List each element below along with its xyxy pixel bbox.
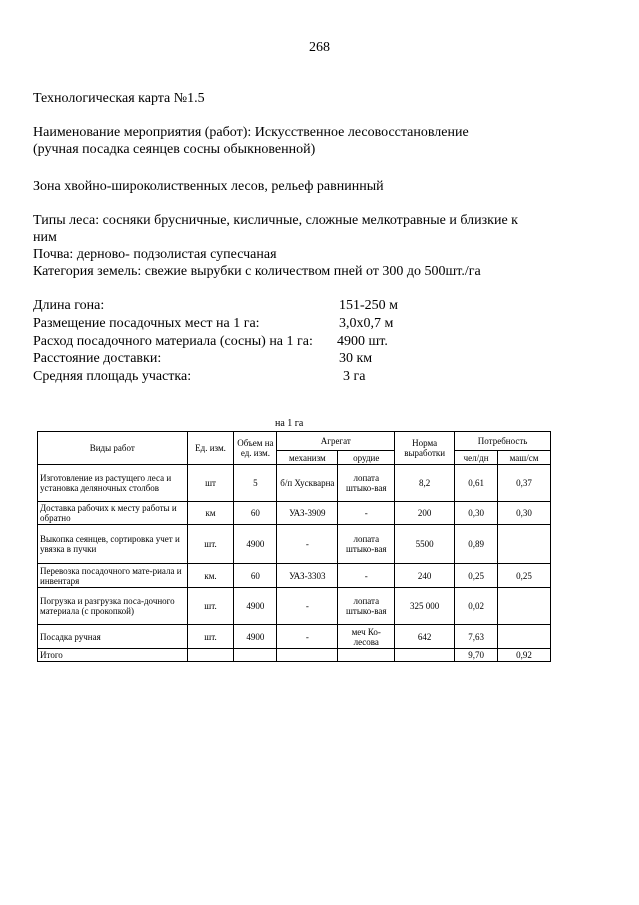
cell-work: Погрузка и разгрузка поса-дочного материала (с прокопкой) [38,588,188,625]
empty-cell [187,649,234,662]
table-row [38,465,551,502]
cell-unit: шт. [187,525,234,564]
cell-norm: 8,2 [395,465,455,502]
cell-tool: - [338,502,395,525]
cell-man-days: 0,30 [455,502,498,525]
cell-machine-shifts [498,625,551,649]
empty-cell [395,649,455,662]
table-row [38,564,551,588]
cell-mechanism: б/п Хускварна [277,465,338,502]
soil-line: Почва: дерново- подзолистая супесчаная [33,247,277,262]
param-value: 30 км [339,351,373,366]
cell-unit: км [187,502,234,525]
measure-line-1: Наименование мероприятия (работ): Искусственное лесовосстановление [33,125,469,140]
cell-norm: 642 [395,625,455,649]
cell-tool: лопата штыко-вая [338,465,395,502]
cell-work: Изготовление из растущего леса и установка деляночных столбов [38,465,188,502]
cell-mechanism: - [277,588,338,625]
cell-mechanism: - [277,525,338,564]
cell-machine-shifts: 0,37 [498,465,551,502]
header-norm: Норма выработки [395,432,455,465]
table-caption: на 1 га [275,418,304,429]
empty-cell [277,649,338,662]
header-tool: орудие [338,451,395,465]
param-label: Расстояние доставки: [33,351,162,366]
param-label: Размещение посадочных мест на 1 га: [33,316,260,331]
empty-cell [338,649,395,662]
forest-types-line-2: ним [33,230,57,245]
cell-unit: км. [187,564,234,588]
header-machine-shifts: маш/см [498,451,551,465]
param-row [33,315,394,332]
table-row [38,525,551,564]
cell-norm: 200 [395,502,455,525]
cell-unit: шт [187,465,234,502]
header-aggregate: Агрегат [277,432,395,451]
total-row [38,649,551,662]
cell-tool: лопата штыко-вая [338,525,395,564]
header-need: Потребность [455,432,551,451]
cell-norm: 240 [395,564,455,588]
cell-work: Посадка ручная [38,625,188,649]
cell-mechanism: УАЗ-3303 [277,564,338,588]
cell-mechanism: УАЗ-3909 [277,502,338,525]
cell-unit: шт. [187,588,234,625]
param-value: 4900 шт. [337,334,388,349]
empty-cell [234,649,277,662]
cell-man-days: 0,25 [455,564,498,588]
cell-man-days: 0,02 [455,588,498,625]
cell-volume: 4900 [234,588,277,625]
header-man-days: чел/дн [455,451,498,465]
cell-volume: 5 [234,465,277,502]
cell-volume: 60 [234,502,277,525]
param-row [33,368,366,385]
cell-work: Доставка рабочих к месту работы и обратно [38,502,188,525]
param-label: Расход посадочного материала (сосны) на 1 га: [33,334,313,349]
cell-machine-shifts [498,525,551,564]
param-value: 3 га [343,369,366,384]
total-label: Итого [38,649,188,662]
cell-tool: меч Ко-лесова [338,625,395,649]
param-label: Длина гона: [33,298,105,313]
param-row [33,350,373,367]
total-man-days: 9,70 [455,649,498,662]
measure-line-2: (ручная посадка сеянцев сосны обыкновенной) [33,142,316,157]
zone-line: Зона хвойно-широколиственных лесов, рельеф равнинный [33,179,384,194]
total-machine-shifts: 0,92 [498,649,551,662]
param-value: 151-250 м [339,298,399,313]
cell-machine-shifts [498,588,551,625]
cell-machine-shifts: 0,30 [498,502,551,525]
header-volume: Объем на ед. изм. [234,432,277,465]
doc-title: Технологическая карта №1.5 [33,91,205,106]
header-unit: Ед. изм. [187,432,234,465]
cell-man-days: 0,61 [455,465,498,502]
cell-work: Перевозка посадочного мате-риала и инвентаря [38,564,188,588]
cell-mechanism: - [277,625,338,649]
cell-man-days: 0,89 [455,525,498,564]
cell-work: Выкопка сеянцев, сортировка учет и увязка в пучки [38,525,188,564]
cell-man-days: 7,63 [455,625,498,649]
cell-machine-shifts: 0,25 [498,564,551,588]
header-mechanism: механизм [277,451,338,465]
table-row [38,625,551,649]
header-work-type: Виды работ [38,432,188,465]
table-row [38,502,551,525]
cell-tool: - [338,564,395,588]
param-label: Средняя площадь участка: [33,369,192,384]
cell-unit: шт. [187,625,234,649]
cell-tool: лопата штыко-вая [338,588,395,625]
work-table [37,431,551,662]
forest-types-line-1: Типы леса: сосняки брусничные, кисличные, сложные мелкотравные и близкие к [33,213,518,228]
land-category-line: Категория земель: свежие вырубки с количеством пней от 300 до 500шт./га [33,264,481,279]
cell-volume: 4900 [234,525,277,564]
cell-volume: 60 [234,564,277,588]
page-number: 268 [309,40,330,55]
table-row [38,588,551,625]
cell-norm: 5500 [395,525,455,564]
param-value: 3,0х0,7 м [339,316,394,331]
param-row [33,297,399,314]
param-row [33,333,388,350]
cell-norm: 325 000 [395,588,455,625]
cell-volume: 4900 [234,625,277,649]
